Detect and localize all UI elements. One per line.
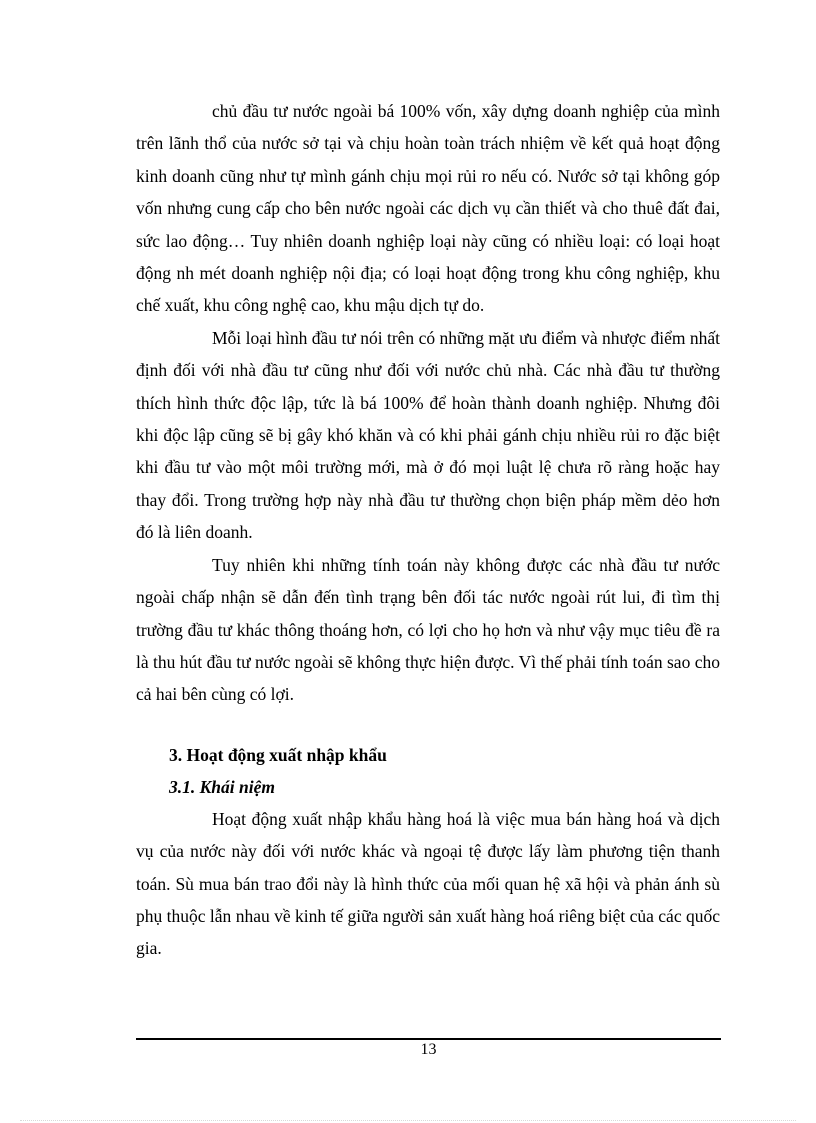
page-body	[136, 95, 720, 965]
page-number: 13	[420, 1041, 437, 1058]
paragraph-foreign-investment-intro: chủ đầu tư nước ngoài bá 100% vốn, xây dựng doanh nghiệp của mình trên lãnh thổ của nước sở tại và chịu hoàn toàn trách nhiệm về kết quả hoạt động kinh doanh cũng như tự mình gánh chịu mọi rủi ro nếu có. Nước sở tại không góp vốn nhưng cung cấp cho bên nước ngoài các dịch vụ cần thiết và cho thuê đất đai, sức lao động… Tuy nhiên doanh nghiệp loại này cũng có nhiều loại: có loại hoạt động nh mét doanh nghiệp nội địa; có loại hoạt động trong khu công nghiệp, khu chế xuất, khu công nghệ cao, khu mậu dịch tự do.	[136, 101, 720, 316]
page-bottom-border	[20, 1120, 796, 1121]
subsection-heading: 3.1. Khái niệm	[169, 776, 275, 797]
section-heading: 3. Hoạt động xuất nhập khẩu	[169, 744, 387, 765]
paragraph-investment-forms: Mỗi loại hình đầu tư nói trên có những mặt ưu điểm và nhược điểm nhất định đối với nhà đầu tư cũng như đối với nước chủ nhà. Các nhà đầu tư thường thích hình thức độc lập, tức là bá 100% để hoàn thành doanh nghiệp. Nhưng đôi khi độc lập cũng sẽ bị gây khó khăn và có khi phải gánh chịu nhiều rủi ro đặc biệt khi đầu tư vào một môi trường mới, mà ở đó mọi luật lệ chưa rõ ràng hoặc hay thay đổi. Trong trường hợp này nhà đầu tư thường chọn biện pháp mềm dẻo hơn đó là liên doanh.	[136, 327, 720, 543]
paragraph-import-export-definition: Hoạt động xuất nhập khẩu hàng hoá là việc mua bán hàng hoá và dịch vụ của nước này đối với nước khác và ngoại tệ được lấy làm phương tiện thanh toán. Sù mua bán trao đổi này là hình thức của mối quan hệ xã hội và phản ánh sù phụ thuộc lẫn nhau về kinh tế giữa người sản xuất hàng hoá riêng biệt của các quốc gia.	[136, 808, 720, 959]
paragraph-calculations: Tuy nhiên khi những tính toán này không được các nhà đầu tư nước ngoài chấp nhận sẽ dẫn đến tình trạng bên đối tác nước ngoài rút lui, đi tìm thị trường đầu tư khác thông thoáng hơn, có lợi cho họ hơn và như vậy mục tiêu đề ra là thu hút đầu tư nước ngoài sẽ không thực hiện được. Vì thế phải tính toán sao cho cả hai bên cùng có lợi.	[136, 554, 720, 705]
